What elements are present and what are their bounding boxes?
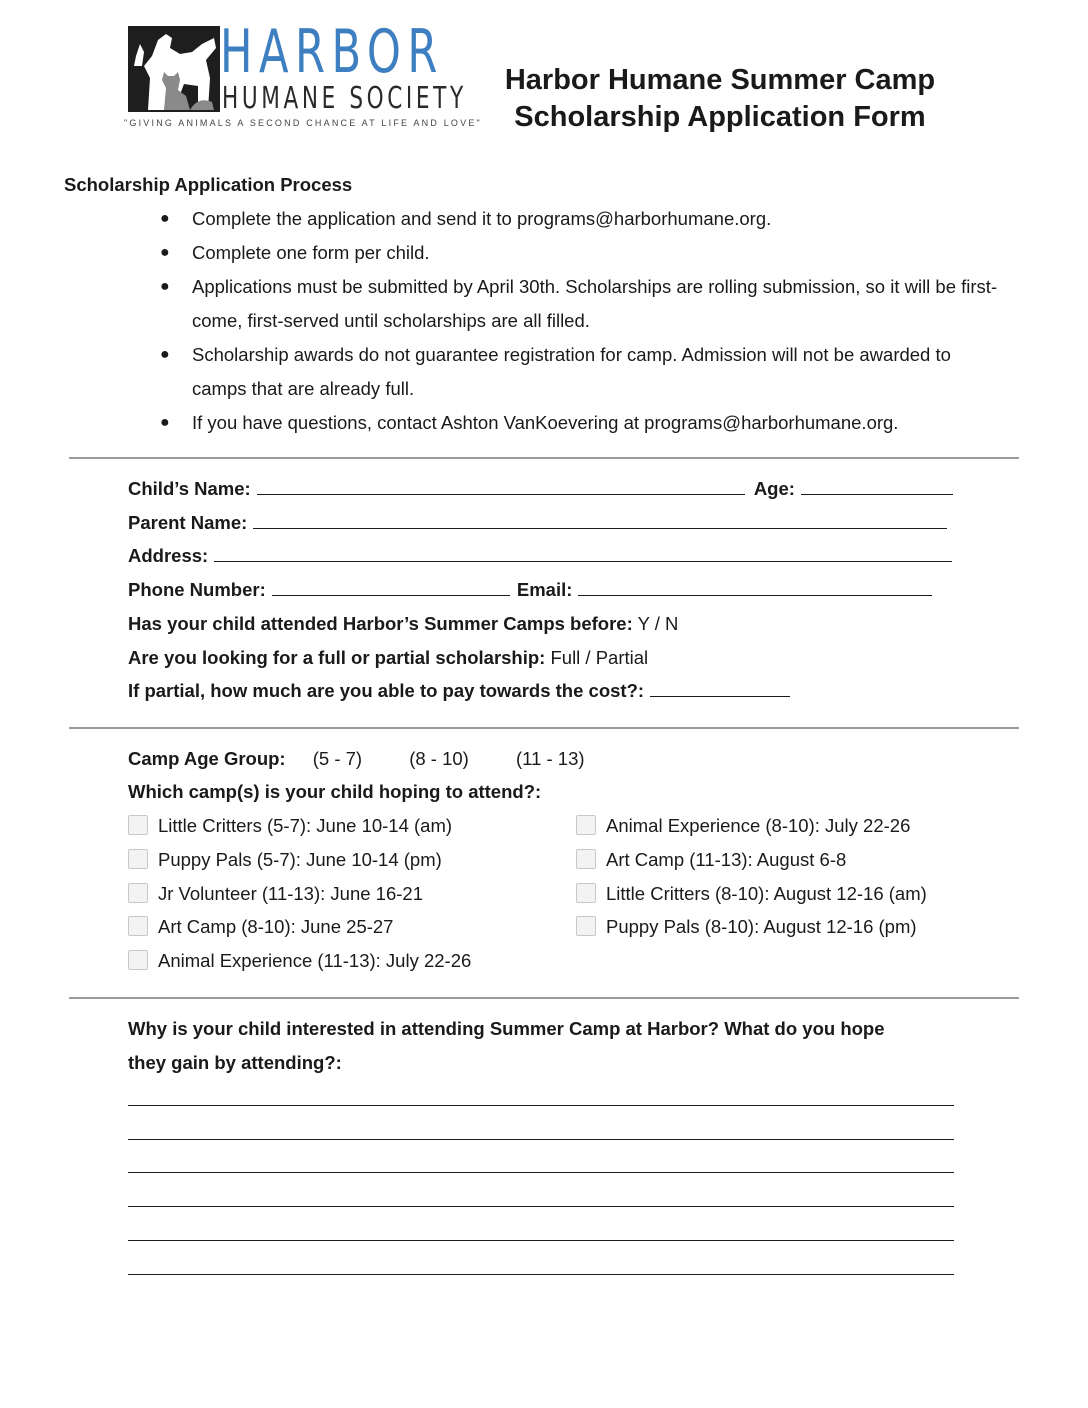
phone-label: Phone Number: — [128, 579, 266, 600]
camp-option[interactable]: Jr Volunteer (11-13): June 16-21 — [128, 883, 423, 905]
scholarship-question: Are you looking for a full or partial scholarship: — [128, 647, 546, 668]
logo-tagline: "GIVING ANIMALS A SECOND CHANCE AT LIFE AND LOVE" — [124, 118, 482, 128]
checkbox-icon[interactable] — [576, 916, 596, 936]
address-label: Address: — [128, 545, 209, 566]
partial-question: If partial, how much are you able to pay towards the cost?: — [128, 680, 645, 701]
camp-option[interactable]: Art Camp (8-10): June 25-27 — [128, 916, 393, 938]
bullet-icon: ● — [160, 244, 170, 261]
bullet-icon: ● — [160, 210, 170, 227]
address-field[interactable] — [214, 545, 952, 562]
checkbox-icon[interactable] — [128, 950, 148, 970]
title-line-1: Harbor Humane Summer Camp — [504, 64, 936, 96]
phone-email-row — [128, 579, 932, 601]
essay-question-line-2: they gain by attending?: — [128, 1052, 342, 1073]
bullet-icon: ● — [160, 346, 170, 363]
camp-option[interactable]: Puppy Pals (8-10): August 12-16 (pm) — [576, 916, 917, 938]
camp-option[interactable]: Puppy Pals (5-7): June 10-14 (pm) — [128, 849, 442, 871]
process-heading: Scholarship Application Process — [64, 174, 353, 195]
attended-options[interactable]: Y / N — [637, 613, 679, 634]
title-line-2: Scholarship Application Form — [514, 101, 926, 133]
email-field[interactable] — [578, 579, 932, 596]
scholarship-row — [128, 647, 648, 669]
scholarship-options[interactable]: Full / Partial — [550, 647, 649, 668]
list-item: ● Complete the application and send it to programs@harborhumane.org. — [160, 202, 1020, 236]
essay-answer-line[interactable] — [128, 1240, 954, 1241]
attended-row — [128, 613, 678, 635]
divider — [69, 457, 1019, 459]
camp-option[interactable]: Little Critters (8-10): August 12-16 (am) — [576, 883, 927, 905]
essay-answer-line[interactable] — [128, 1206, 954, 1207]
address-row — [128, 545, 952, 567]
checkbox-icon[interactable] — [128, 849, 148, 869]
essay-question — [128, 1018, 885, 1074]
bullet-icon: ● — [160, 278, 170, 295]
process-list — [160, 202, 1020, 440]
age-group-label: Camp Age Group: — [128, 748, 286, 769]
child-name-row — [128, 478, 953, 500]
camp-option[interactable]: Animal Experience (8-10): July 22-26 — [576, 815, 910, 837]
age-group-option[interactable]: (8 - 10) — [409, 748, 469, 769]
essay-answer-line[interactable] — [128, 1172, 954, 1173]
parent-name-row — [128, 512, 947, 534]
age-group-row — [128, 748, 605, 770]
essay-answer-line[interactable] — [128, 1274, 954, 1275]
parent-name-field[interactable] — [253, 512, 947, 529]
camp-option[interactable]: Art Camp (11-13): August 6-8 — [576, 849, 846, 871]
age-group-option[interactable]: (5 - 7) — [312, 748, 363, 769]
which-camp-question: Which camp(s) is your child hoping to attend?: — [128, 781, 542, 802]
essay-question-line-1: Why is your child interested in attending Summer Camp at Harbor? What do you hope — [128, 1018, 885, 1039]
age-field[interactable] — [801, 478, 953, 495]
age-label: Age: — [753, 478, 795, 499]
essay-answer-line[interactable] — [128, 1139, 954, 1140]
partial-row — [128, 680, 790, 702]
logo-society-text: HUMANE SOCIETY — [222, 81, 467, 116]
child-name-field[interactable] — [257, 478, 745, 495]
list-item: ● Applications must be submitted by April 30th. Scholarships are rolling submission, so it will be first-come, first-served until scholarships are all filled. — [160, 270, 1020, 338]
checkbox-icon[interactable] — [128, 883, 148, 903]
logo-animals-icon — [128, 26, 220, 114]
partial-amount-field[interactable] — [650, 680, 790, 697]
camp-option[interactable]: Animal Experience (11-13): July 22-26 — [128, 950, 471, 972]
divider — [69, 727, 1019, 729]
divider — [69, 997, 1019, 999]
list-item: ● Scholarship awards do not guarantee registration for camp. Admission will not be awarded to camps that are already full. — [160, 338, 1020, 406]
checkbox-icon[interactable] — [576, 883, 596, 903]
child-name-label: Child’s Name: — [128, 478, 251, 499]
list-item: ● Complete one form per child. — [160, 236, 1020, 270]
list-item: ● If you have questions, contact Ashton VanKoevering at programs@harborhumane.org. — [160, 406, 1020, 440]
checkbox-icon[interactable] — [576, 815, 596, 835]
essay-answer-line[interactable] — [128, 1105, 954, 1106]
logo-harbor-text: HARBOR — [220, 17, 444, 87]
phone-field[interactable] — [272, 579, 510, 596]
age-group-option[interactable]: (11 - 13) — [516, 748, 585, 769]
parent-name-label: Parent Name: — [128, 512, 248, 533]
checkbox-icon[interactable] — [128, 815, 148, 835]
email-label: Email: — [516, 579, 573, 600]
page-title — [500, 62, 940, 136]
camp-option[interactable]: Little Critters (5-7): June 10-14 (am) — [128, 815, 452, 837]
checkbox-icon[interactable] — [576, 849, 596, 869]
checkbox-icon[interactable] — [128, 916, 148, 936]
attended-question: Has your child attended Harbor’s Summer Camps before: — [128, 613, 633, 634]
bullet-icon: ● — [160, 414, 170, 431]
